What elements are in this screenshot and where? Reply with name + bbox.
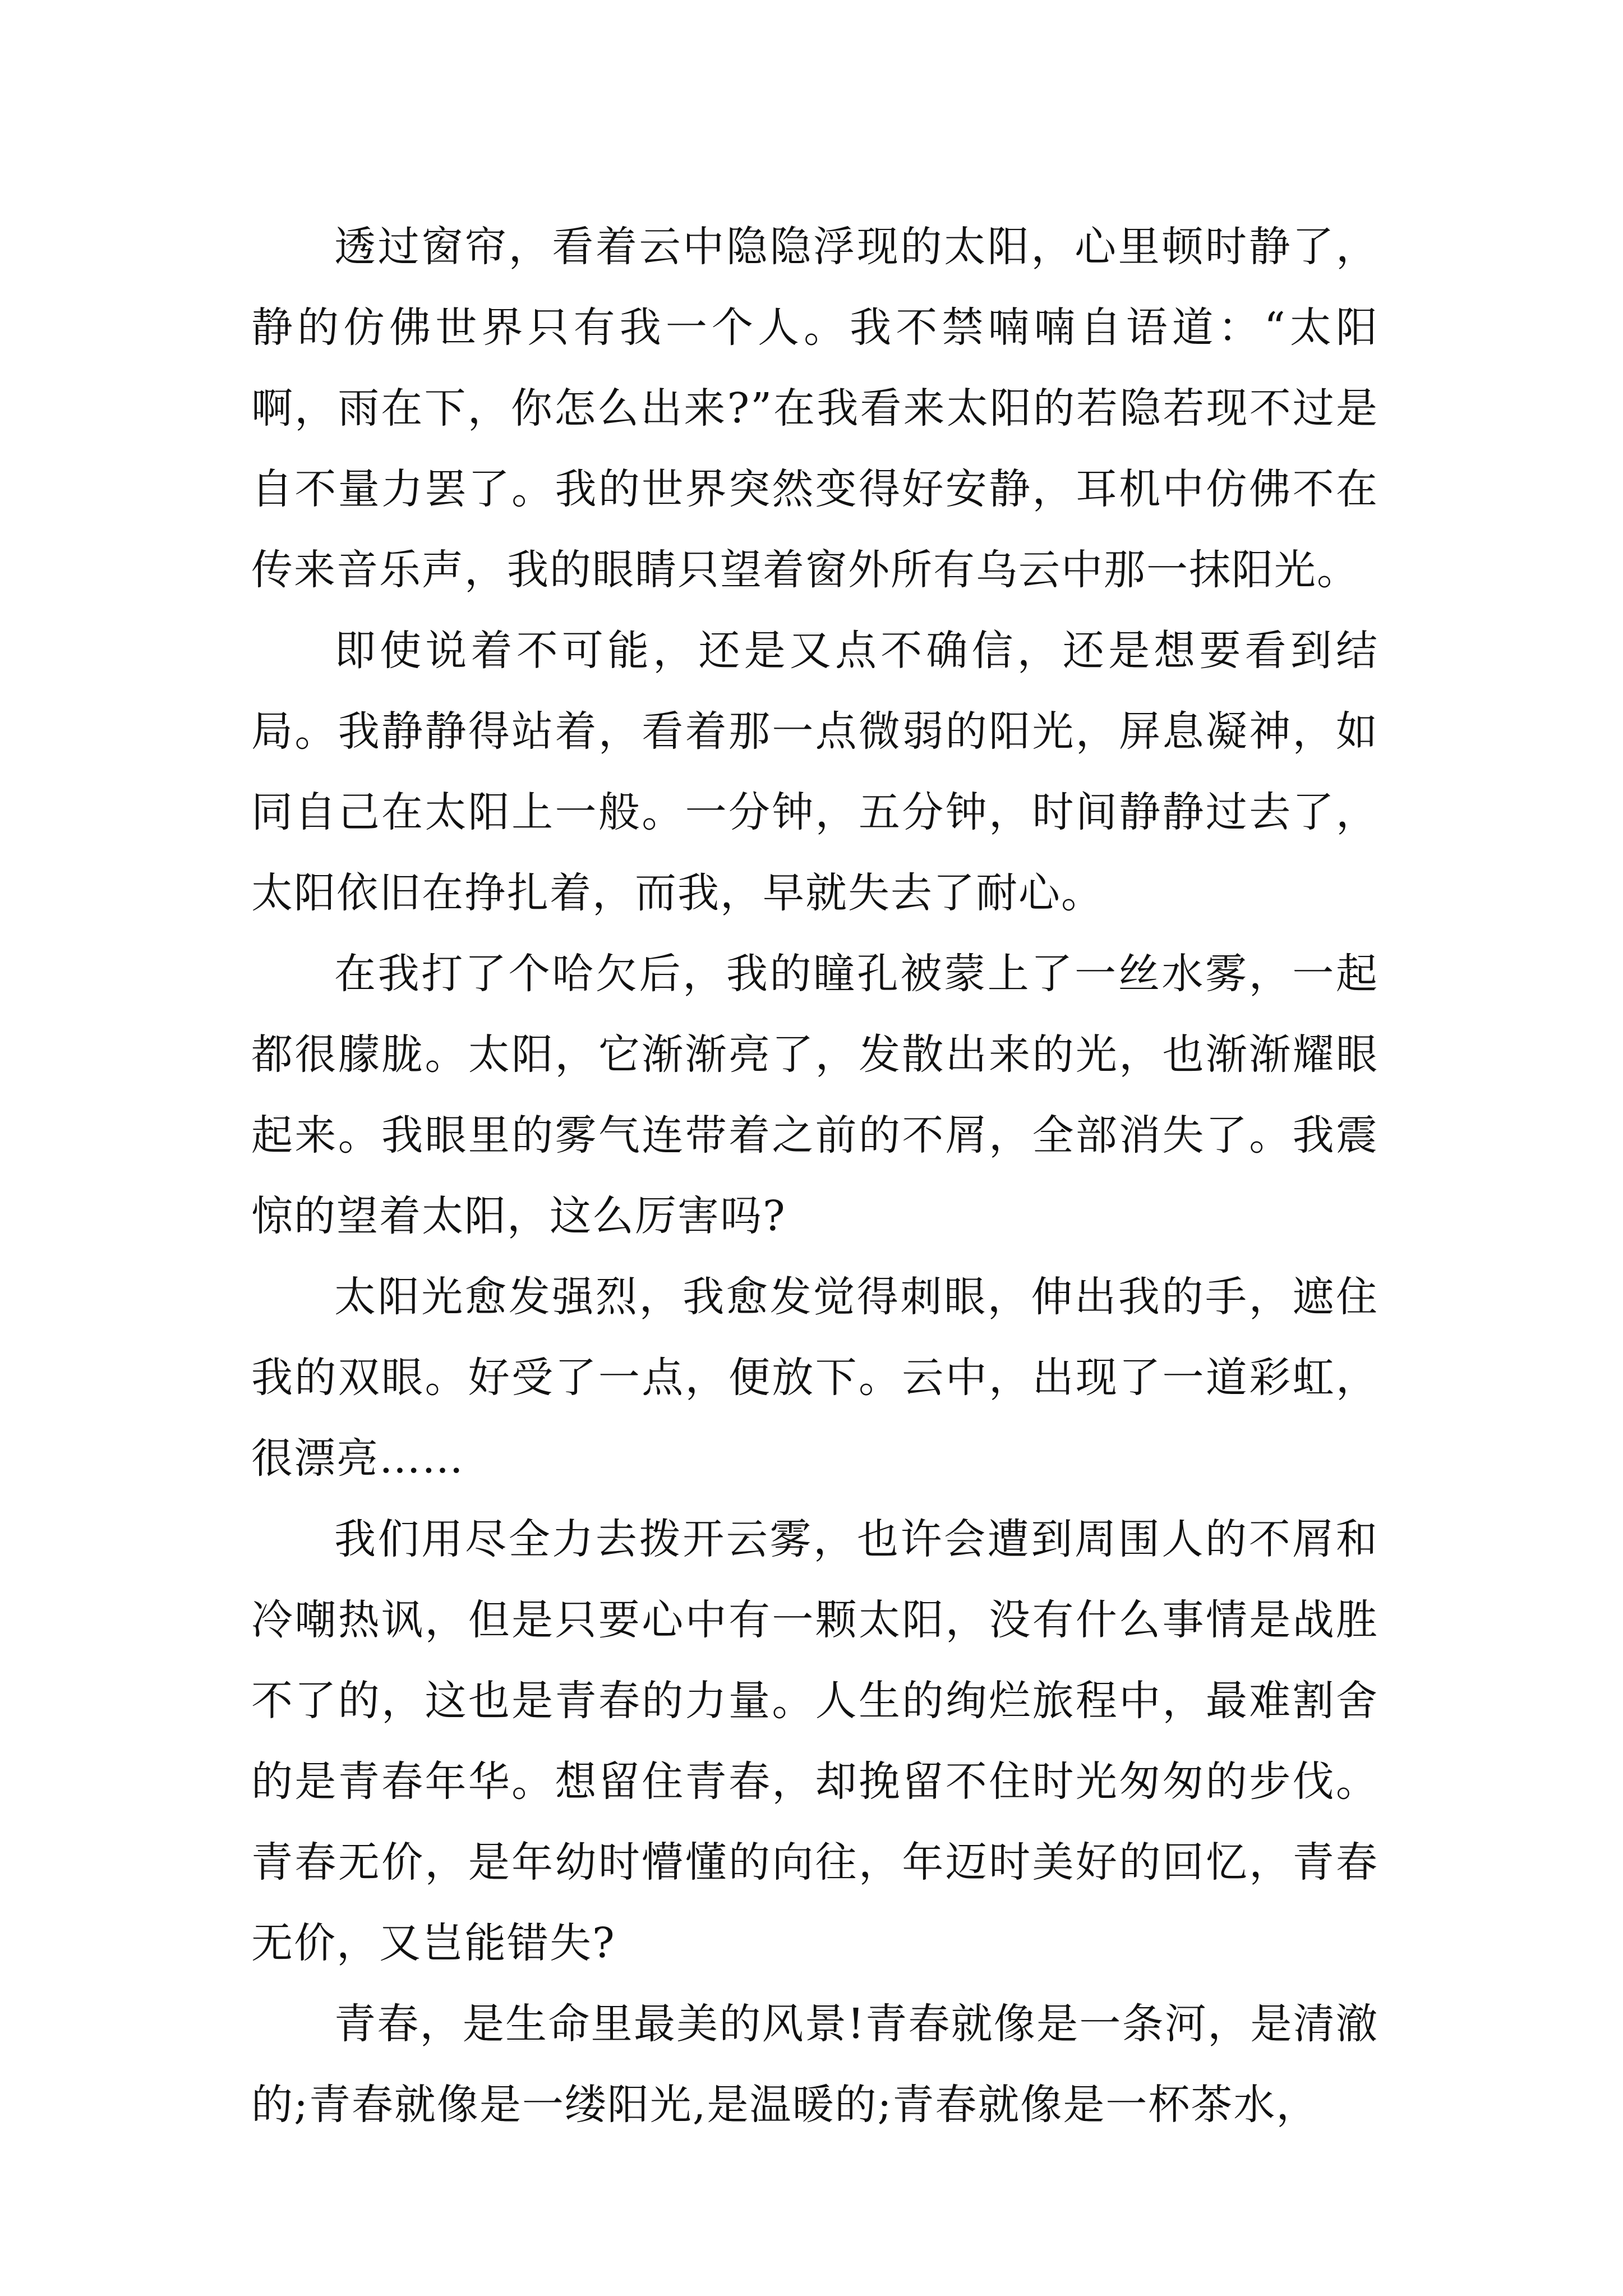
- paragraph-5: 我们用尽全力去拨开云雾，也许会遭到周围人的不屑和冷嘲热讽，但是只要心中有一颗太阳，没有什么事情是战胜不了的，这也是青春的力量。人生的绚烂旅程中，最难割舍的是青春年华。想留住青春，却挽留不住时光匆匆的步伐。青春无价，是年幼时懵懂的向往，年迈时美好的回忆，青春无价，又岂能错失?: [251, 1515, 1378, 1967]
- paragraph-2: 即使说着不可能，还是又点不确信，还是想要看到结局。我静静得站着，看着那一点微弱的阳光，屏息凝神，如同自己在太阳上一般。一分钟，五分钟，时间静静过去了，太阳依旧在挣扎着，而我，早就失去了耐心。: [251, 627, 1378, 917]
- paragraph-4: 太阳光愈发强烈，我愈发觉得刺眼，伸出我的手，遮住我的双眼。好受了一点，便放下。云中，出现了一道彩虹，很漂亮……: [251, 1273, 1378, 1483]
- paragraph-6: 青春，是生命里最美的风景!青春就像是一条河，是清澈的;青春就像是一缕阳光,是温暖的;青春就像是一杯茶水，: [251, 2000, 1378, 2129]
- body-text: [251, 206, 1378, 2145]
- paragraph-1: 透过窗帘，看着云中隐隐浮现的太阳，心里顿时静了，静的仿佛世界只有我一个人。我不禁喃喃自语道：“太阳啊，雨在下，你怎么出来?”在我看来太阳的若隐若现不过是自不量力罢了。我的世界突然变得好安静，耳机中仿佛不在传来音乐声，我的眼睛只望着窗外所有乌云中那一抹阳光。: [251, 223, 1378, 594]
- paragraph-3: 在我打了个哈欠后，我的瞳孔被蒙上了一丝水雾，一起都很朦胧。太阳，它渐渐亮了，发散出来的光，也渐渐耀眼起来。我眼里的雾气连带着之前的不屑，全部消失了。我震惊的望着太阳，这么厉害吗?: [251, 950, 1378, 1240]
